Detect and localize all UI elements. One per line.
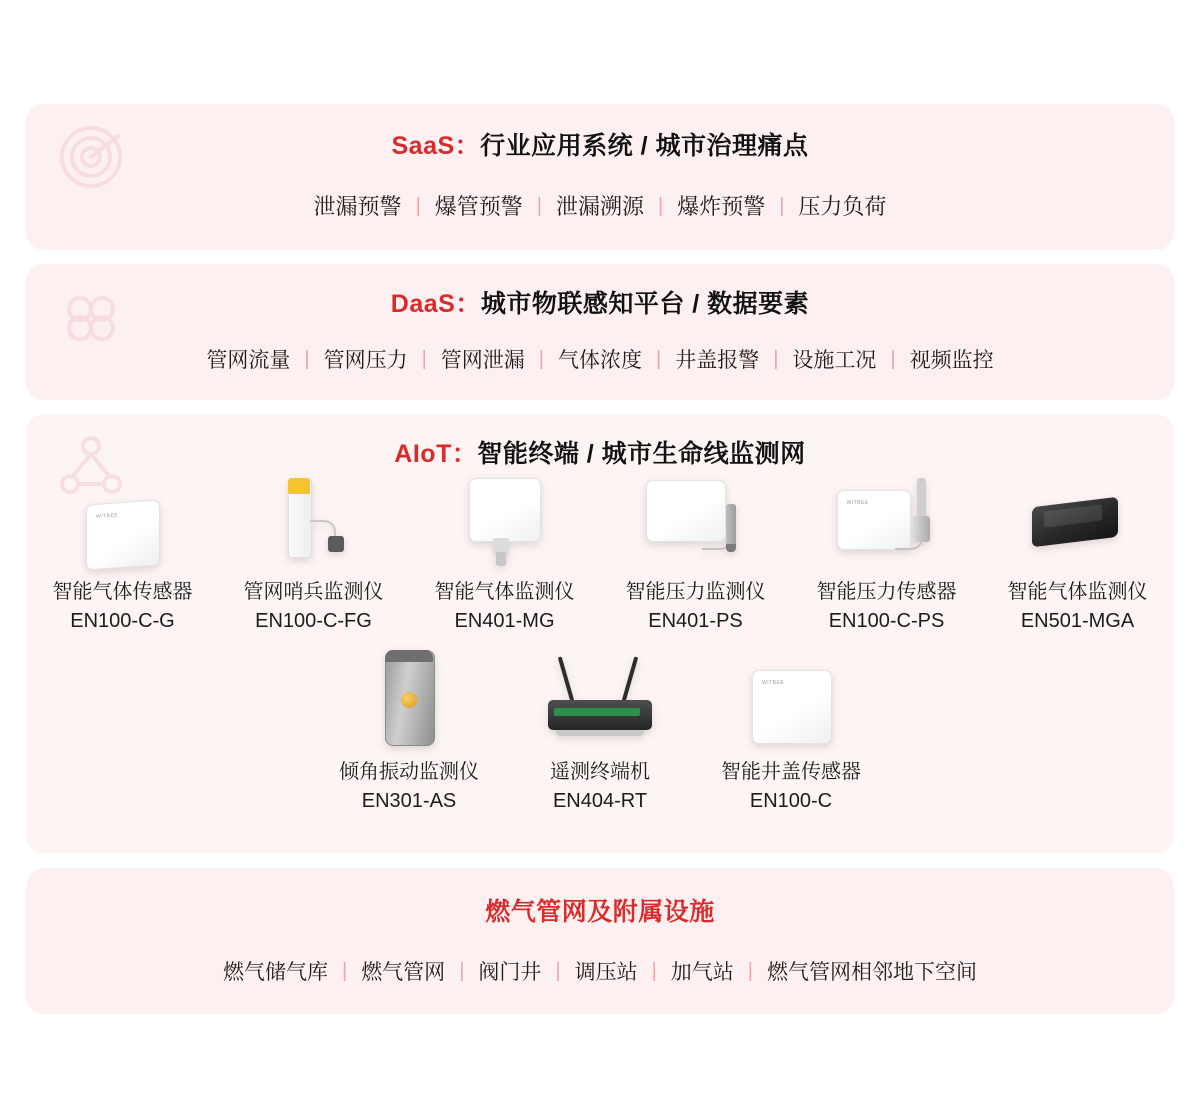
band-saas-title xyxy=(26,126,1174,162)
pipeline-item: 燃气管网相邻地下空间 xyxy=(767,961,977,984)
device-card[interactable] xyxy=(218,478,409,636)
band-daas-items xyxy=(26,344,1174,374)
saas-item: 压力负荷 xyxy=(798,194,887,219)
gas-monitor-device-icon xyxy=(465,478,545,570)
device-card[interactable] xyxy=(600,478,791,636)
band-aiot-title xyxy=(26,434,1174,470)
pipeline-sentinel-device-icon xyxy=(266,478,362,570)
device-name: 智能气体监测仪 xyxy=(434,581,575,603)
device-model: EN100-C-G xyxy=(70,610,175,632)
device-card[interactable] xyxy=(696,658,887,816)
item-divider: | xyxy=(304,348,310,370)
device-card[interactable] xyxy=(505,658,696,816)
device-name: 智能压力传感器 xyxy=(816,581,957,603)
black-gas-monitor-device-icon xyxy=(1030,478,1126,570)
band-daas-title xyxy=(26,284,1174,320)
band-daas xyxy=(26,264,1174,400)
device-card[interactable] xyxy=(982,478,1173,636)
infinity-icon xyxy=(56,282,126,352)
item-divider: | xyxy=(747,960,753,982)
band-daas-prefix: DaaS： xyxy=(390,290,481,318)
band-aiot xyxy=(26,414,1174,854)
target-icon xyxy=(56,122,126,192)
daas-item: 视频监控 xyxy=(909,349,994,372)
pipeline-item: 调压站 xyxy=(574,961,638,984)
saas-item: 泄漏预警 xyxy=(313,194,402,219)
pipeline-item: 燃气管网 xyxy=(361,961,446,984)
device-name: 智能气体监测仪 xyxy=(1007,581,1148,603)
saas-item: 泄漏溯源 xyxy=(555,194,644,219)
gas-sensor-device-icon: WITBEE xyxy=(86,478,160,570)
item-divider: | xyxy=(656,348,662,370)
device-model: EN301-AS xyxy=(361,790,457,812)
device-model: EN100-C-PS xyxy=(828,610,945,632)
tilt-vibration-device-icon xyxy=(377,658,441,750)
item-divider: | xyxy=(779,194,785,217)
band-pipeline xyxy=(26,868,1174,1014)
device-model: EN100-C-FG xyxy=(255,610,372,632)
item-divider: | xyxy=(555,960,561,982)
item-divider: | xyxy=(658,194,664,217)
daas-item: 井盖报警 xyxy=(675,349,760,372)
device-row-1 xyxy=(26,478,1174,636)
band-pipeline-title: 燃气管网及附属设施 xyxy=(485,898,715,926)
device-card[interactable] xyxy=(791,478,982,636)
device-card[interactable] xyxy=(314,658,505,816)
device-name: 管网哨兵监测仪 xyxy=(243,581,384,603)
daas-item: 设施工况 xyxy=(792,349,877,372)
device-name: 智能井盖传感器 xyxy=(721,761,861,783)
daas-item: 管网流量 xyxy=(206,349,291,372)
item-divider: | xyxy=(651,960,657,982)
item-divider: | xyxy=(341,960,348,982)
item-divider: | xyxy=(773,348,779,370)
item-divider: | xyxy=(415,194,421,217)
item-divider: | xyxy=(536,194,542,217)
pressure-monitor-device-icon xyxy=(646,478,746,570)
band-saas-prefix: SaaS： xyxy=(391,132,481,160)
saas-item: 爆管预警 xyxy=(434,194,523,219)
pipeline-item: 燃气储气库 xyxy=(222,961,328,984)
device-model: EN401-MG xyxy=(454,610,555,632)
band-pipeline-items xyxy=(26,956,1174,986)
item-divider: | xyxy=(890,348,896,370)
rtu-router-device-icon xyxy=(540,658,660,750)
device-name: 智能气体传感器 xyxy=(52,581,193,603)
item-divider: | xyxy=(459,960,465,982)
band-aiot-subtitle: 智能终端 / 城市生命线监测网 xyxy=(477,440,806,468)
device-name: 遥测终端机 xyxy=(550,761,650,783)
pipeline-item: 加气站 xyxy=(670,961,734,984)
device-name: 倾角振动监测仪 xyxy=(339,761,479,783)
band-aiot-prefix: AIoT： xyxy=(394,440,478,468)
device-card[interactable] xyxy=(409,478,600,636)
device-row-2 xyxy=(26,658,1174,816)
daas-item: 气体浓度 xyxy=(558,349,642,372)
band-saas-items xyxy=(26,190,1174,221)
band-saas-subtitle: 行业应用系统 / 城市治理痛点 xyxy=(480,132,809,160)
band-daas-subtitle: 城市物联感知平台 / 数据要素 xyxy=(480,290,810,318)
pressure-sensor-device-icon: WITBEE xyxy=(837,478,937,570)
band-saas xyxy=(26,104,1174,250)
saas-item: 爆炸预警 xyxy=(677,194,766,219)
device-name: 智能压力监测仪 xyxy=(625,581,766,603)
network-node-icon xyxy=(56,432,126,502)
daas-item: 管网压力 xyxy=(323,349,408,372)
daas-item: 管网泄漏 xyxy=(440,349,525,372)
device-model: EN404-RT xyxy=(552,790,648,812)
item-divider: | xyxy=(538,348,544,370)
device-model: EN501-MGA xyxy=(1020,610,1135,632)
manhole-sensor-device-icon: WITBEE xyxy=(748,658,834,750)
item-divider: | xyxy=(421,348,427,370)
device-model: EN100-C xyxy=(749,790,833,812)
pipeline-item: 阀门井 xyxy=(478,961,542,984)
device-model: EN401-PS xyxy=(648,610,743,632)
